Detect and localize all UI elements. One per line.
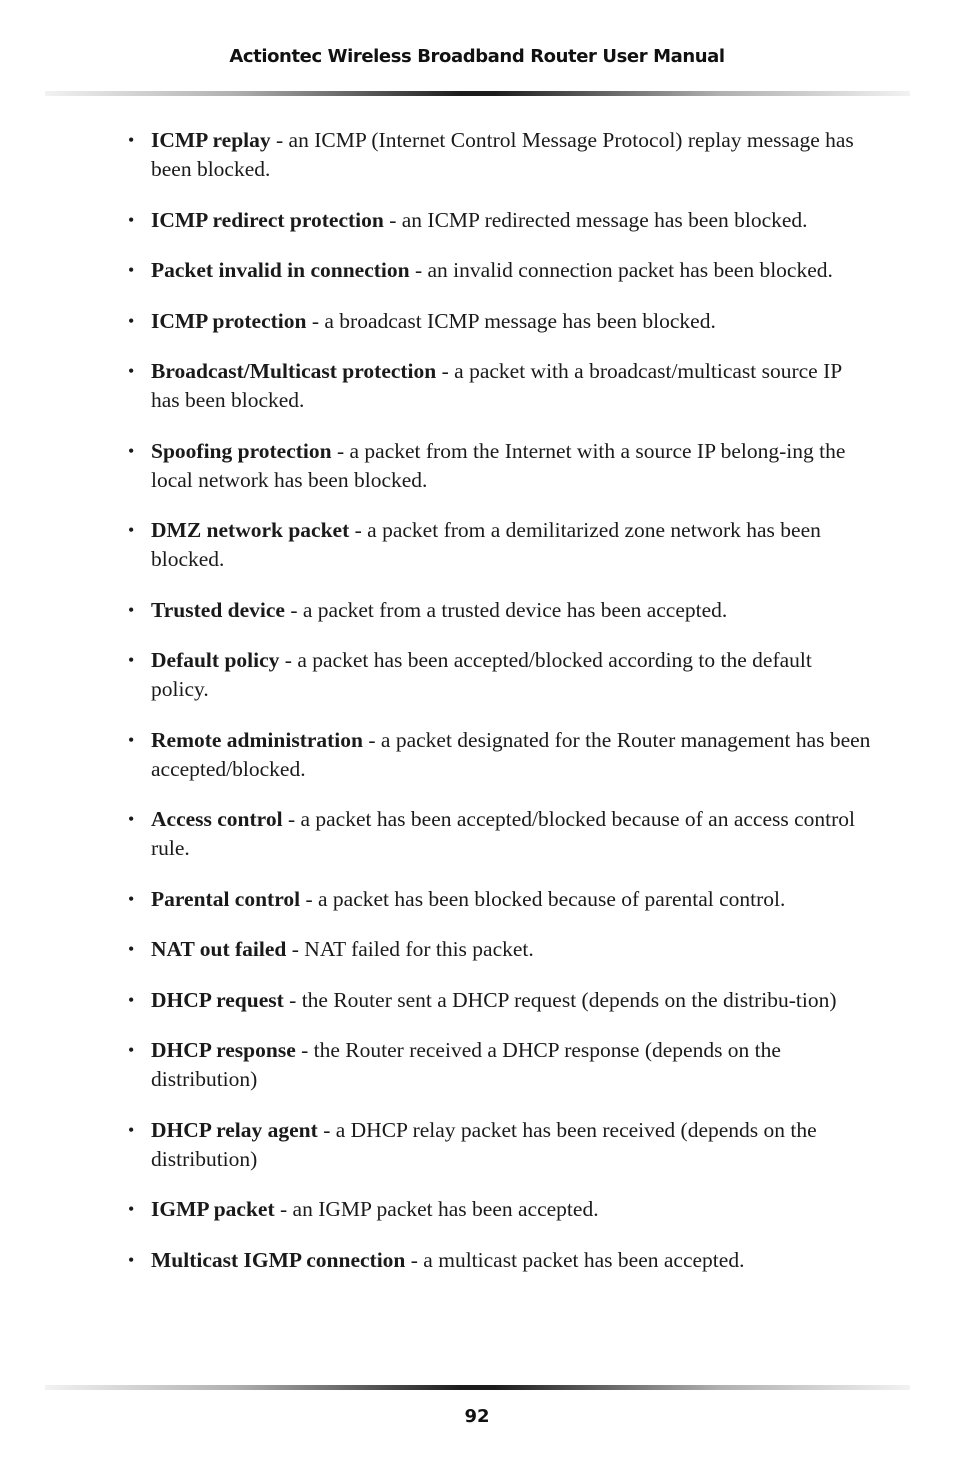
bullet-icon: •	[128, 989, 135, 1010]
item-description: - an ICMP (Internet Control Message Protocol) replay message has been blocked.	[151, 128, 854, 181]
item-term: DHCP relay agent	[151, 1117, 318, 1142]
item-term: ICMP protection	[151, 308, 307, 333]
bullet-icon: •	[128, 520, 135, 540]
item-description: - the Router received a DHCP response (depends on the distribution)	[151, 1038, 781, 1091]
item-term: DMZ network packet	[151, 518, 350, 542]
bullet-icon: •	[128, 440, 135, 461]
item-description: - a packet from a trusted device has been accepted.	[284, 597, 728, 622]
item-term: NAT out failed	[151, 937, 287, 961]
item-term: ICMP redirect protection	[151, 207, 384, 232]
item-term: Trusted device	[151, 597, 285, 622]
bullet-icon: •	[128, 650, 135, 670]
list-item	[0, 646, 871, 704]
list-item	[0, 357, 871, 415]
item-description: - a packet with a broadcast/multicast source IP has been blocked.	[151, 359, 842, 412]
footer-divider	[45, 1385, 910, 1390]
item-description: - an ICMP redirected message has been blocked.	[383, 207, 808, 232]
list-item	[0, 1246, 871, 1275]
item-term: Remote administration	[151, 727, 363, 752]
list-item	[0, 437, 871, 495]
bullet-icon: •	[128, 1119, 135, 1140]
item-term: Access control	[151, 807, 283, 831]
bullet-icon: •	[128, 310, 135, 331]
item-term: Default policy	[151, 648, 280, 672]
list-item	[0, 1036, 871, 1094]
list-item	[0, 885, 871, 914]
list-item	[0, 206, 871, 235]
item-description: - a packet from the Internet with a source IP belong-ing the local network has been blocked.	[151, 438, 846, 492]
list-item	[0, 935, 871, 964]
item-description: - a packet has been blocked because of parental control.	[300, 886, 786, 911]
page-header-title: Actiontec Wireless Broadband Router User Manual	[229, 46, 725, 67]
item-term: IGMP packet	[151, 1197, 275, 1221]
bullet-icon: •	[128, 888, 135, 909]
list-item	[0, 1195, 871, 1224]
item-term: DHCP request	[151, 987, 284, 1012]
item-description: - a packet has been accepted/blocked because of an access control rule.	[151, 807, 855, 860]
bullet-icon: •	[128, 939, 135, 959]
list-item	[0, 805, 871, 863]
item-description: - a packet from a demilitarized zone network has been blocked.	[151, 518, 821, 571]
log-event-list	[0, 126, 954, 1296]
bullet-icon: •	[128, 1249, 135, 1270]
bullet-icon: •	[128, 130, 135, 150]
list-item	[0, 516, 871, 574]
item-description: - a packet has been accepted/blocked according to the default policy.	[151, 648, 812, 701]
item-description: - a DHCP relay packet has been received (depends on the distribution)	[151, 1117, 817, 1171]
bullet-icon: •	[128, 260, 135, 280]
item-term: Parental control	[151, 886, 301, 911]
bullet-icon: •	[128, 361, 135, 381]
item-description: - the Router sent a DHCP request (depends on the distribu-tion)	[283, 987, 837, 1012]
item-description: - a multicast packet has been accepted.	[405, 1247, 745, 1272]
list-item	[0, 1116, 871, 1174]
bullet-icon: •	[128, 599, 135, 620]
bullet-icon: •	[128, 809, 135, 829]
header-divider	[45, 91, 910, 96]
item-description: - an invalid connection packet has been blocked.	[409, 258, 833, 282]
item-description: - NAT failed for this packet.	[286, 937, 534, 961]
item-term: DHCP response	[151, 1038, 296, 1062]
item-term: Broadcast/Multicast protection	[151, 359, 437, 383]
list-item	[0, 126, 871, 184]
item-term: Multicast IGMP connection	[151, 1247, 406, 1272]
item-term: Packet invalid in connection	[151, 258, 410, 282]
item-term: ICMP replay	[151, 128, 271, 152]
list-item	[0, 596, 871, 625]
list-item	[0, 256, 871, 285]
item-term: Spoofing protection	[151, 438, 332, 463]
bullet-icon: •	[128, 209, 135, 230]
bullet-icon: •	[128, 729, 135, 750]
page-number: 92	[464, 1406, 490, 1427]
item-description: - an IGMP packet has been accepted.	[274, 1197, 599, 1221]
list-item	[0, 986, 871, 1015]
list-item	[0, 726, 871, 784]
bullet-icon: •	[128, 1040, 135, 1060]
item-description: - a packet designated for the Router management has been accepted/blocked.	[151, 727, 871, 781]
bullet-icon: •	[128, 1199, 135, 1219]
item-description: - a broadcast ICMP message has been blocked.	[306, 308, 716, 333]
list-item	[0, 307, 871, 336]
